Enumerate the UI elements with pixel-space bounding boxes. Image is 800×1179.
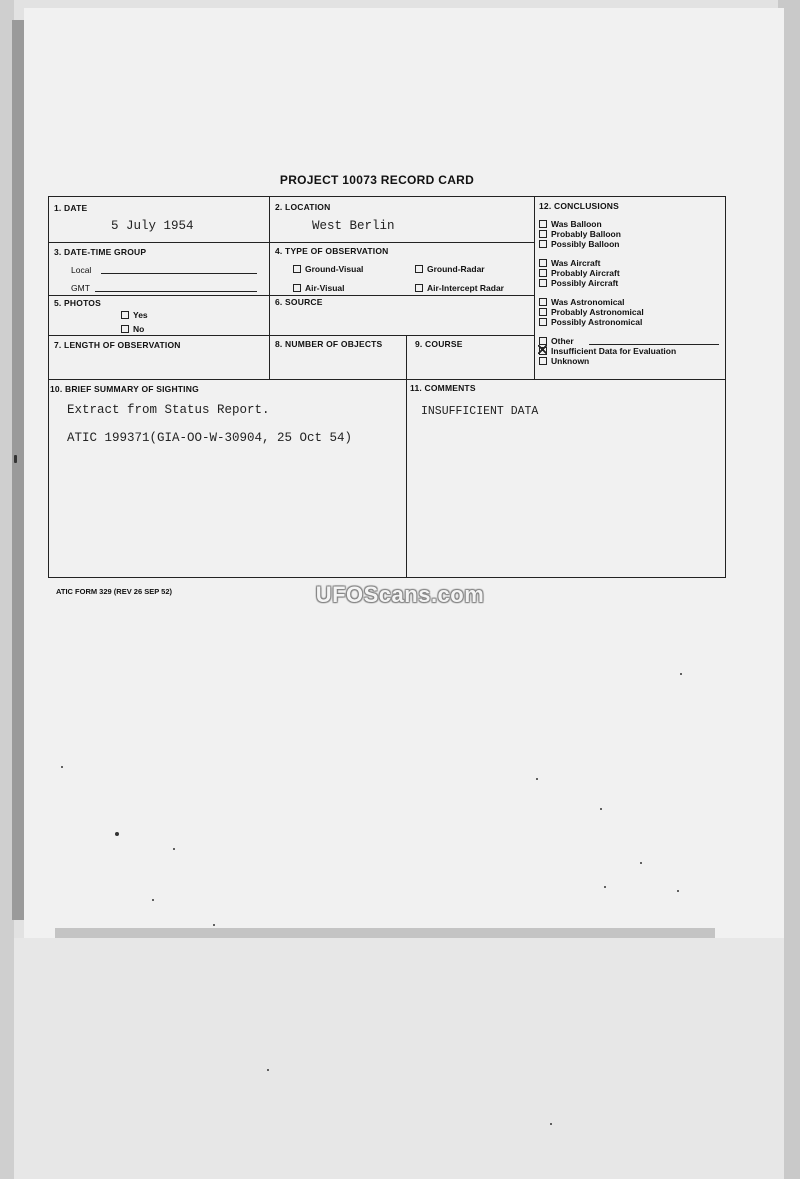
type-option-ground-visual[interactable]: Ground-Visual — [293, 264, 363, 274]
conclusion-possibly-balloon[interactable]: Possibly Balloon — [539, 239, 620, 249]
checkbox-icon — [539, 318, 547, 326]
scan-speck — [61, 766, 63, 768]
scan-speck — [152, 899, 154, 901]
divider — [269, 197, 270, 379]
summary-line-2: ATIC 199371(GIA-OO-W-30904, 25 Oct 54) — [67, 431, 353, 445]
checkbox-icon — [539, 337, 547, 345]
date-value: 5 July 1954 — [111, 219, 194, 233]
divider — [49, 335, 534, 336]
divider — [534, 197, 535, 379]
type-option-ground-radar[interactable]: Ground-Radar — [415, 264, 485, 274]
objects-label: 8. NUMBER OF OBJECTS — [275, 339, 383, 349]
checkbox-icon — [539, 298, 547, 306]
scan-speck — [677, 890, 679, 892]
conclusion-other[interactable]: Other — [539, 336, 574, 346]
checked-checkbox-icon — [539, 347, 547, 355]
watermark: UFOScans.com — [315, 582, 485, 607]
conclusion-unknown[interactable]: Unknown — [539, 356, 589, 366]
checkbox-icon — [539, 230, 547, 238]
scan-speck — [550, 1123, 552, 1125]
scan-speck — [604, 886, 606, 888]
course-label: 9. COURSE — [415, 339, 463, 349]
checkbox-icon — [539, 259, 547, 267]
summary-line-1: Extract from Status Report. — [67, 403, 270, 417]
conclusion-possibly-aircraft[interactable]: Possibly Aircraft — [539, 278, 618, 288]
other-line — [589, 344, 719, 345]
length-label: 7. LENGTH OF OBSERVATION — [54, 340, 181, 350]
card-title: PROJECT 10073 RECORD CARD — [279, 173, 475, 187]
checkbox-icon — [539, 308, 547, 316]
conclusion-insufficient-data[interactable]: Insufficient Data for Evaluation — [539, 346, 676, 356]
conclusions-label: 12. CONCLUSIONS — [539, 201, 619, 211]
conclusion-was-balloon[interactable]: Was Balloon — [539, 219, 602, 229]
gmt-line — [95, 291, 257, 292]
conclusion-probably-balloon[interactable]: Probably Balloon — [539, 229, 621, 239]
type-label: 4. TYPE OF OBSERVATION — [275, 246, 389, 256]
checkbox-icon — [121, 325, 129, 333]
local-label: Local — [71, 265, 92, 275]
conclusion-was-astronomical[interactable]: Was Astronomical — [539, 297, 625, 307]
scan-speck — [14, 455, 17, 463]
comments-label: 11. COMMENTS — [410, 383, 476, 393]
checkbox-icon — [539, 279, 547, 287]
photos-label: 5. PHOTOS — [54, 298, 101, 308]
location-value: West Berlin — [312, 219, 395, 233]
divider — [406, 335, 407, 578]
scan-lower-area — [14, 938, 784, 1179]
divider — [49, 295, 534, 296]
gmt-label: GMT — [71, 283, 90, 293]
scan-speck — [213, 924, 215, 926]
scan-speck — [680, 673, 682, 675]
record-card-form — [48, 196, 726, 578]
checkbox-icon — [121, 311, 129, 319]
type-option-air-intercept-radar[interactable]: Air-Intercept Radar — [415, 283, 504, 293]
scan-speck — [267, 1069, 269, 1071]
checkbox-icon — [539, 240, 547, 248]
checkbox-icon — [539, 269, 547, 277]
source-label: 6. SOURCE — [275, 297, 323, 307]
date-label: 1. DATE — [54, 203, 88, 213]
conclusion-probably-aircraft[interactable]: Probably Aircraft — [539, 268, 620, 278]
type-option-air-visual[interactable]: Air-Visual — [293, 283, 345, 293]
local-line — [101, 273, 257, 274]
conclusion-probably-astronomical[interactable]: Probably Astronomical — [539, 307, 644, 317]
summary-label: 10. BRIEF SUMMARY OF SIGHTING — [50, 384, 199, 394]
scan-speck — [600, 808, 602, 810]
scan-speck — [173, 848, 175, 850]
scan-speck — [536, 778, 538, 780]
sheet-shadow — [55, 928, 715, 938]
checkbox-icon — [415, 284, 423, 292]
form-footer: ATIC FORM 329 (REV 26 SEP 52) — [56, 587, 173, 596]
checkbox-icon — [293, 284, 301, 292]
checkbox-icon — [293, 265, 301, 273]
conclusion-possibly-astronomical[interactable]: Possibly Astronomical — [539, 317, 642, 327]
comments-value: INSUFFICIENT DATA — [421, 405, 539, 418]
divider — [49, 379, 725, 380]
checkbox-icon — [539, 357, 547, 365]
photos-option-yes[interactable]: Yes — [121, 310, 148, 320]
scan-speck — [115, 832, 119, 836]
divider — [49, 242, 534, 243]
dtg-label: 3. DATE-TIME GROUP — [54, 247, 147, 257]
photos-option-no[interactable]: No — [121, 324, 144, 334]
checkbox-icon — [539, 220, 547, 228]
checkbox-icon — [415, 265, 423, 273]
conclusion-was-aircraft[interactable]: Was Aircraft — [539, 258, 600, 268]
scan-speck — [640, 862, 642, 864]
location-label: 2. LOCATION — [275, 202, 331, 212]
